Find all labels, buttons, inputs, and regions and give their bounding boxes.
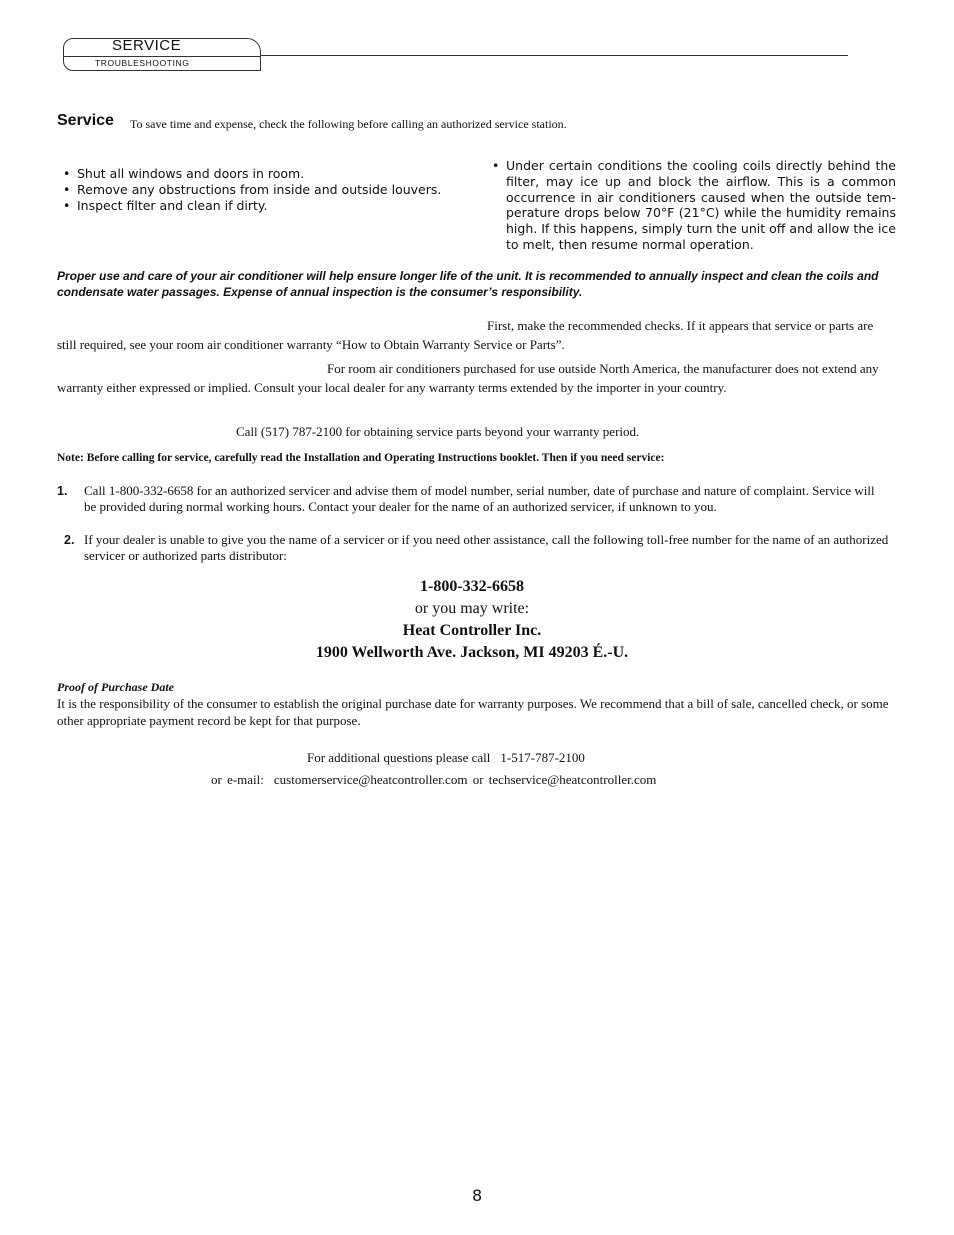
checklist-item: • Inspect filter and clean if dirty. <box>59 198 479 214</box>
care-note: Proper use and care of your air conditioner will help ensure longer life of the unit. It is recommended to annually inspect and clean the coils and condensate water passages. Expense of annual inspection is the consumer’s responsibility. <box>57 269 879 299</box>
checklist-item: • Under certain conditions the cooling coils directly behind the filter, may ice up and block the airflow. This is a common occurrence in air conditioners caused when the outside tem-perature drops below 70°F (21°C) while the humidity remains high. If this happens, simply turn the unit off and allow the ice to melt, then resume normal operation. <box>488 158 896 253</box>
tech-service-email[interactable]: techservice@heatcontroller.com <box>488 772 657 787</box>
toll-free-phone: 1-800-332-6658 <box>420 578 524 595</box>
questions-label: For additional questions please call <box>307 750 491 765</box>
service-heading: Service <box>57 112 114 129</box>
header-rule <box>261 55 848 56</box>
section-title: SERVICE <box>112 37 182 54</box>
service-note: Note: Before calling for service, carefully read the Installation and Operating Instructions booklet. Then if you need service: <box>57 452 665 464</box>
page-number: 8 <box>472 1186 483 1205</box>
checklist-left <box>59 166 479 213</box>
step-number: 1. <box>57 484 68 498</box>
company-address: 1900 Wellworth Ave. Jackson, MI 49203 É.-U. <box>315 644 629 661</box>
outside-north-america-paragraph: For room air conditioners purchased for use outside North America, the manufacturer does not extend any warranty either expressed or implied. Consult your local dealer for any warranty terms extended by the importer in your country. <box>57 361 879 395</box>
tab-divider <box>63 56 261 57</box>
service-parts-paragraph: Call (517) 787-2100 for obtaining service parts beyond your warranty period. <box>236 424 640 439</box>
email-line <box>211 772 656 788</box>
questions-phone: 1-517-787-2100 <box>500 750 585 765</box>
service-intro-text: To save time and expense, check the following before calling an authorized service station. <box>130 117 567 131</box>
step-item <box>57 483 889 515</box>
questions-line <box>307 750 585 766</box>
checklist-item: • Shut all windows and doors in room. <box>59 166 479 182</box>
proof-heading: Proof of Purchase Date <box>57 680 174 694</box>
email-label: or e-mail: <box>211 772 264 787</box>
proof-text: It is the responsibility of the consumer to establish the original purchase date for warranty purposes. We recommend that a bill of sale, cancelled check, or some other appropriate payment record be kept for that purpose. <box>57 696 889 728</box>
recommended-checks-paragraph: First, make the recommended checks. If it appears that service or parts are still required, see your room air conditioner warranty “How to Obtain Warranty Service or Parts”. <box>57 318 874 352</box>
step-text: Call 1-800-332-6658 for an authorized servicer and advise them of model number, serial number, date of purchase and nature of complaint. Service will be provided during normal working hours. Contact your dealer for the name of an authorized servicer, if unknown to you. <box>84 483 875 514</box>
customer-service-email[interactable]: customerservice@heatcontroller.com <box>273 772 468 787</box>
step-item <box>57 532 889 564</box>
company-name: Heat Controller Inc. <box>402 622 542 639</box>
step-text: If your dealer is unable to give you the name of a servicer or if you need other assistance, call the following toll-free number for the name of an authorized servicer or authorized parts distributor: <box>84 532 889 563</box>
checklist-item: • Remove any obstructions from inside and outside louvers. <box>59 182 479 198</box>
checklist-right <box>488 158 896 253</box>
email-or: or <box>472 772 484 787</box>
step-number: 2. <box>64 533 75 547</box>
section-subtitle: TROUBLESHOOTING <box>95 58 190 68</box>
write-prompt: or you may write: <box>414 600 530 617</box>
